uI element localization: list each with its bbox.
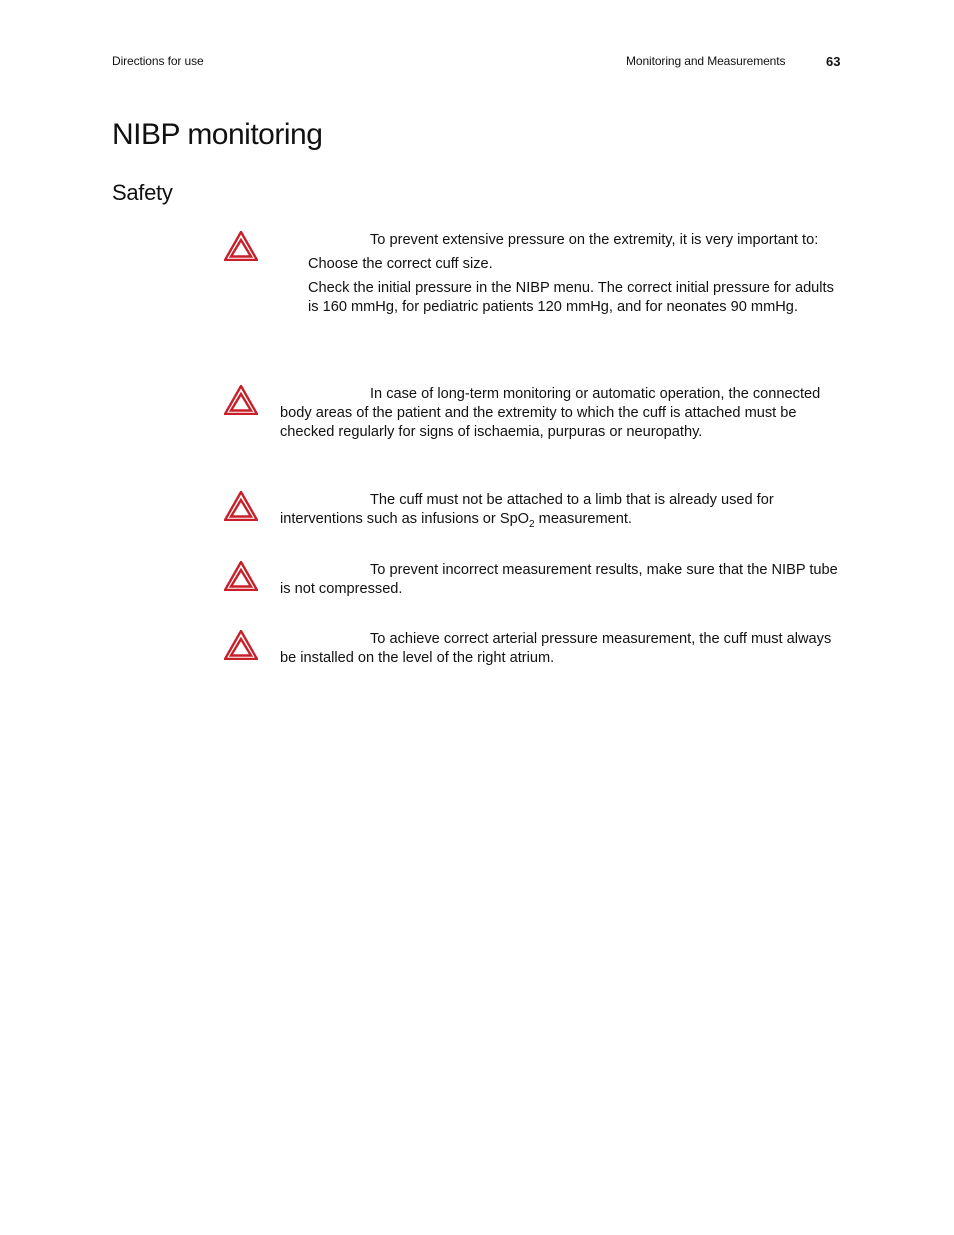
warning-triangle-icon <box>224 561 258 591</box>
header-section: Monitoring and Measurements <box>626 54 786 68</box>
warning-block-3 <box>224 491 844 529</box>
warning-block-5 <box>224 630 844 668</box>
list-item: Choose the correct cuff size. <box>308 256 493 272</box>
section-title: Safety <box>112 180 173 205</box>
subscript-2: 2 <box>529 518 535 530</box>
warning-text: To prevent incorrect measurement results, make sure that the NIBP tube is not compressed. <box>280 562 838 597</box>
page-number: 63 <box>826 54 841 69</box>
warning-triangle-icon <box>224 231 258 261</box>
warning-text <box>280 491 840 529</box>
warning-block-1 <box>224 231 844 317</box>
warning-triangle-icon <box>224 491 258 521</box>
warning-text-end: measurement. <box>534 511 632 527</box>
warning-text: To achieve correct arterial pressure measurement, the cuff must always be installed on the level of the right atrium. <box>280 631 832 666</box>
header-doc-title: Directions for use <box>112 54 204 68</box>
warning-text-main: The cuff must not be attached to a limb that is already used for interventions such as infusions or SpO <box>280 492 774 527</box>
warning-block-4 <box>224 561 844 599</box>
warning-block-2 <box>224 385 844 442</box>
warning-text: To prevent extensive pressure on the extremity, it is very important to: <box>370 232 819 248</box>
warning-triangle-icon <box>224 385 258 415</box>
list-item: Check the initial pressure in the NIBP menu. The correct initial pressure for adults is 160 mmHg, for pediatric patients 120 mmHg, and for neonates 90 mmHg. <box>308 280 834 315</box>
page-title: NIBP monitoring <box>112 118 323 151</box>
warning-bullet-list <box>308 255 843 317</box>
warning-text: In case of long-term monitoring or automatic operation, the connected body areas of the patient and the extremity to which the cuff is attached must be checked regularly for signs of ischaemia, purpuras or neuropathy. <box>280 386 821 440</box>
warning-triangle-icon <box>224 630 258 660</box>
